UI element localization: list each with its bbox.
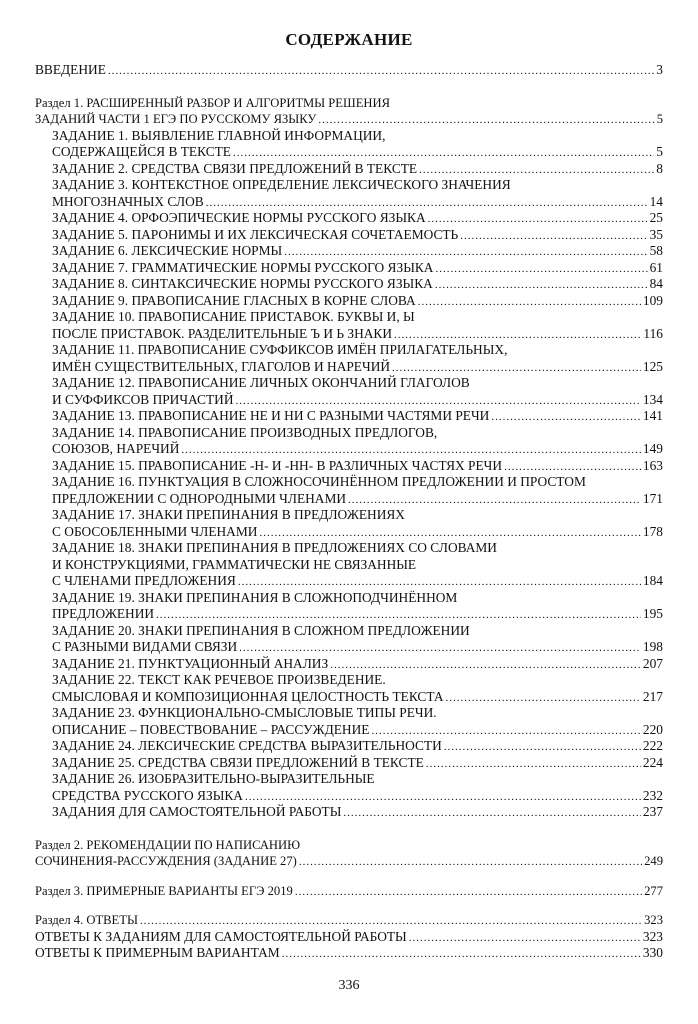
dot-leader — [181, 441, 641, 458]
toc-entry-line — [35, 62, 663, 79]
toc-entry — [35, 705, 663, 738]
toc-entry-title: ЗАДАНИЕ 23. ФУНКЦИОНАЛЬНО-СМЫСЛОВЫЕ ТИПЫ РЕЧИ. — [52, 705, 437, 720]
toc-entry — [35, 771, 663, 804]
toc-entry — [35, 672, 663, 705]
toc-entry-line — [35, 359, 663, 376]
toc-entry-line — [35, 573, 663, 590]
toc-entry-title: ЗАДАНИЕ 22. ТЕКСТ КАК РЕЧЕВОЕ ПРОИЗВЕДЕНИЕ. — [52, 672, 386, 687]
toc-entry-title: СОЮЗОВ, НАРЕЧИЙ — [52, 441, 180, 456]
toc-entry-line — [35, 210, 663, 227]
dot-leader — [330, 656, 641, 673]
dot-leader — [426, 755, 641, 772]
toc-entry-page: 25 — [649, 210, 663, 225]
toc-entry-title: Раздел 4. ОТВЕТЫ — [35, 913, 138, 927]
toc-entry-page: 217 — [642, 688, 663, 704]
toc-entry-line — [35, 441, 663, 458]
toc-entry-page: 134 — [642, 391, 663, 407]
dot-leader — [233, 144, 654, 161]
toc-entry-line — [35, 771, 663, 788]
toc-entry-title: ПРЕДЛОЖЕНИИ С ОДНОРОДНЫМИ ЧЛЕНАМИ — [52, 490, 347, 506]
toc-entry-line — [35, 639, 663, 656]
toc-entry-line — [35, 755, 663, 772]
toc-entry-page: 14 — [649, 193, 663, 209]
toc-entry-page: 198 — [642, 639, 663, 654]
toc-entry-page: 5 — [656, 144, 663, 159]
toc-entry-line — [35, 408, 663, 425]
toc-entry-page: 171 — [642, 490, 663, 506]
toc-entry-page: 84 — [649, 276, 663, 291]
toc-entry-title: ЗАДАНИЙ ЧАСТИ 1 ЕГЭ ПО РУССКОМУ ЯЗЫКУ — [35, 112, 317, 126]
toc-entry-line — [35, 375, 663, 392]
dot-leader — [394, 326, 641, 343]
toc-entry-page: 61 — [649, 259, 663, 275]
dot-leader — [348, 491, 641, 508]
toc-entry-title: С ОБОСОБЛЕННЫМИ ЧЛЕНАМИ — [52, 523, 258, 539]
toc-entry — [35, 408, 663, 425]
toc-entry-title: СМЫСЛОВАЯ И КОМПОЗИЦИОННАЯ ЦЕЛОСТНОСТЬ ТЕКСТА — [52, 688, 444, 704]
toc-entry-title: С ЧЛЕНАМИ ПРЕДЛОЖЕНИЯ — [52, 573, 236, 588]
toc-entry-title: МНОГОЗНАЧНЫХ СЛОВ — [52, 193, 204, 209]
toc-entry-title: ЗАДАНИЕ 3. КОНТЕКСТНОЕ ОПРЕДЕЛЕНИЕ ЛЕКСИЧЕСКОГО ЗНАЧЕНИЯ — [52, 177, 511, 192]
toc-entry — [35, 590, 663, 623]
toc-entry-line — [35, 837, 663, 854]
toc-entry-title: ЗАДАНИЕ 15. ПРАВОПИСАНИЕ -Н- И -НН- В РАЗЛИЧНЫХ ЧАСТЯХ РЕЧИ — [52, 457, 503, 473]
dot-leader — [206, 194, 648, 211]
toc-entry-title: ЗАДАНИЕ 4. ОРФОЭПИЧЕСКИЕ НОРМЫ РУССКОГО ЯЗЫКА — [52, 210, 426, 225]
toc-entry-page: 323 — [644, 913, 663, 927]
toc-entry-title: ЗАДАНИЕ 10. ПРАВОПИСАНИЕ ПРИСТАВОК. БУКВЫ И, Ы — [52, 309, 415, 324]
toc-entry-line — [35, 243, 663, 260]
toc-entry-title: Раздел 3. ПРИМЕРНЫЕ ВАРИАНТЫ ЕГЭ 2019 — [35, 883, 293, 898]
toc-entry-title: ИМЁН СУЩЕСТВИТЕЛЬНЫХ, ГЛАГОЛОВ И НАРЕЧИЙ — [52, 358, 391, 374]
toc-entry-title: ОТВЕТЫ К ПРИМЕРНЫМ ВАРИАНТАМ — [35, 945, 280, 960]
toc-entry-line — [35, 722, 663, 739]
dot-leader — [245, 788, 641, 805]
toc-entry-line — [35, 738, 663, 755]
dot-leader — [435, 260, 647, 277]
toc-entry-page: 249 — [644, 854, 663, 868]
toc-entry-line — [35, 929, 663, 946]
toc-entry-page: 141 — [642, 408, 663, 423]
toc-entry — [35, 161, 663, 178]
toc-entry-title: И СУФФИКСОВ ПРИЧАСТИЙ — [52, 391, 234, 407]
toc-entry — [35, 804, 663, 821]
toc-entry-line — [35, 227, 663, 244]
dot-leader — [259, 524, 640, 541]
toc-entry-title: ЗАДАНИЕ 25. СРЕДСТВА СВЯЗИ ПРЕДЛОЖЕНИЙ В ТЕКСТЕ — [52, 754, 424, 770]
dot-leader — [444, 738, 641, 755]
toc-entry-page: 237 — [642, 804, 663, 819]
toc-entry-line — [35, 293, 663, 310]
toc-entry — [35, 227, 663, 244]
toc-entry-title: ЗАДАНИЕ 5. ПАРОНИМЫ И ИХ ЛЕКСИЧЕСКАЯ СОЧЕТАЕМОСТЬ — [52, 226, 459, 242]
toc-entry-line — [35, 392, 663, 409]
toc-entry-page: 116 — [643, 325, 663, 341]
toc-entry-title: ОПИСАНИЕ – ПОВЕСТВОВАНИЕ – РАССУЖДЕНИЕ — [52, 721, 370, 737]
toc-entry-page: 222 — [642, 738, 663, 753]
toc-entry-title: ЗАДАНИЕ 1. ВЫЯВЛЕНИЕ ГЛАВНОЙ ИНФОРМАЦИИ, — [52, 127, 386, 143]
toc-entry-page: 195 — [642, 606, 663, 621]
toc-entry — [35, 309, 663, 342]
toc-entry-title: ЗАДАНИЕ 16. ПУНКТУАЦИЯ В СЛОЖНОСОЧИНЁННОМ ПРЕДЛОЖЕНИИ И ПРОСТОМ — [52, 474, 586, 489]
toc-entry-page: 125 — [642, 358, 663, 374]
dot-leader — [392, 359, 641, 376]
toc-entry-line — [35, 491, 663, 508]
dot-leader — [282, 945, 641, 962]
dot-leader — [318, 111, 654, 128]
dot-leader — [108, 62, 654, 79]
toc-entry-title: Раздел 2. РЕКОМЕНДАЦИИ ПО НАПИСАНИЮ — [35, 837, 301, 852]
toc-entry-line — [35, 705, 663, 722]
toc-entry-title: СРЕДСТВА РУССКОГО ЯЗЫКА — [52, 787, 243, 803]
toc-entry-title: ЗАДАНИЕ 24. ЛЕКСИЧЕСКИЕ СРЕДСТВА ВЫРАЗИТЕЛЬНОСТИ — [52, 738, 442, 753]
toc-entry-title: ВВЕДЕНИЕ — [35, 62, 106, 77]
toc-entry-line — [35, 177, 663, 194]
toc-entry-line — [35, 524, 663, 541]
toc-entry-title: ЗАДАНИЕ 2. СРЕДСТВА СВЯЗИ ПРЕДЛОЖЕНИЙ В ТЕКСТЕ — [52, 160, 418, 176]
toc-entry-title: ЗАДАНИЕ 9. ПРАВОПИСАНИЕ ГЛАСНЫХ В КОРНЕ СЛОВА — [52, 292, 416, 308]
toc-entry-line — [35, 194, 663, 211]
toc-entry-page: 220 — [642, 721, 663, 737]
toc-entry-page: 232 — [642, 787, 663, 803]
page-title: СОДЕРЖАНИЕ — [285, 30, 413, 49]
toc-entry-line — [35, 276, 663, 293]
toc-entry-line — [35, 689, 663, 706]
dot-leader — [446, 689, 641, 706]
dot-leader — [343, 804, 641, 821]
toc-entry — [35, 128, 663, 161]
toc-entry-line — [35, 260, 663, 277]
toc-entry-page: 58 — [649, 243, 663, 258]
page-number: 336 — [338, 978, 360, 993]
toc-entry — [35, 276, 663, 293]
toc-entry — [35, 912, 663, 929]
toc-entry — [35, 425, 663, 458]
toc-entry-page: 163 — [642, 457, 663, 473]
toc-entry-page: 109 — [642, 292, 663, 308]
toc-entry — [35, 738, 663, 755]
dot-leader — [238, 573, 641, 590]
toc-entry — [35, 243, 663, 260]
toc-entry — [35, 945, 663, 962]
toc-entry-title: ЗАДАНИЕ 17. ЗНАКИ ПРЕПИНАНИЯ В ПРЕДЛОЖЕНИЯХ — [52, 507, 405, 522]
toc-entry-line — [35, 606, 663, 623]
toc-entry — [35, 837, 663, 870]
dot-leader — [239, 639, 641, 656]
toc-entry-title: ЗАДАНИЕ 26. ИЗОБРАЗИТЕЛЬНО-ВЫРАЗИТЕЛЬНЫЕ — [52, 771, 375, 786]
toc-entry-title: ЗАДАНИЕ 7. ГРАММАТИЧЕСКИЕ НОРМЫ РУССКОГО ЯЗЫКА — [52, 259, 434, 275]
toc-entry-title: ЗАДАНИЕ 14. ПРАВОПИСАНИЕ ПРОИЗВОДНЫХ ПРЕДЛОГОВ, — [52, 424, 438, 440]
toc-entry-title: ЗАДАНИЯ ДЛЯ САМОСТОЯТЕЛЬНОЙ РАБОТЫ — [52, 804, 342, 819]
toc-entry-title: С РАЗНЫМИ ВИДАМИ СВЯЗИ — [52, 639, 238, 654]
toc-entry-page: 178 — [642, 523, 663, 539]
toc-entry-line — [35, 425, 663, 442]
toc-entry-line — [35, 672, 663, 689]
toc-entry — [35, 177, 663, 210]
toc-entry — [35, 929, 663, 946]
toc-entry-page: 5 — [656, 112, 663, 126]
toc-entry-page: 323 — [642, 928, 663, 944]
dot-leader — [409, 929, 641, 946]
toc-entry-page: 277 — [644, 883, 663, 898]
toc-entry-title: ЗАДАНИЕ 21. ПУНКТУАЦИОННЫЙ АНАЛИЗ — [52, 655, 329, 671]
toc-entry-title: Раздел 1. РАСШИРЕННЫЙ РАЗБОР И АЛГОРИТМЫ РЕШЕНИЯ — [35, 95, 390, 110]
toc-entry-line — [35, 623, 663, 640]
toc-entry — [35, 342, 663, 375]
toc-entry-line — [35, 342, 663, 359]
toc-entry — [35, 210, 663, 227]
dot-leader — [299, 853, 642, 870]
dot-leader — [140, 912, 642, 929]
toc-entry-line — [35, 804, 663, 821]
toc-entry-title: ПОСЛЕ ПРИСТАВОК. РАЗДЕЛИТЕЛЬНЫЕ Ъ И Ь ЗНАКИ — [52, 325, 393, 341]
toc-entry-line — [35, 161, 663, 178]
toc-entry-line — [35, 912, 663, 929]
toc-entry-page: 184 — [642, 573, 663, 588]
dot-leader — [419, 161, 654, 178]
dot-leader — [236, 392, 641, 409]
toc-entry-title: ЗАДАНИЕ 8. СИНТАКСИЧЕСКИЕ НОРМЫ РУССКОГО ЯЗЫКА — [52, 276, 433, 291]
toc-entry-line — [35, 111, 663, 128]
toc-entry — [35, 755, 663, 772]
toc-entry — [35, 375, 663, 408]
toc-entry-title: СОЧИНЕНИЯ-РАССУЖДЕНИЯ (ЗАДАНИЕ 27) — [35, 854, 297, 868]
toc-entry-title: ЗАДАНИЕ 11. ПРАВОПИСАНИЕ СУФФИКСОВ ИМЁН ПРИЛАГАТЕЛЬНЫХ, — [52, 342, 508, 357]
toc-entry-title: ЗАДАНИЕ 13. ПРАВОПИСАНИЕ НЕ И НИ С РАЗНЫМИ ЧАСТЯМИ РЕЧИ — [52, 408, 490, 423]
toc-entry — [35, 474, 663, 507]
toc-entry-title: ОТВЕТЫ К ЗАДАНИЯМ ДЛЯ САМОСТОЯТЕЛЬНОЙ РАБОТЫ — [35, 928, 407, 944]
toc-entry-title: ПРЕДЛОЖЕНИИ — [52, 606, 155, 621]
toc-entry-line — [35, 95, 663, 112]
toc-entry-title: СОДЕРЖАЩЕЙСЯ В ТЕКСТЕ — [52, 144, 231, 159]
toc-entry-page: 207 — [642, 655, 663, 671]
toc-entry-title: ЗАДАНИЕ 12. ПРАВОПИСАНИЕ ЛИЧНЫХ ОКОНЧАНИЙ ГЛАГОЛОВ — [52, 375, 470, 390]
toc-entry — [35, 62, 663, 79]
toc-entry-line — [35, 326, 663, 343]
toc-entry-title: ЗАДАНИЕ 18. ЗНАКИ ПРЕПИНАНИЯ В ПРЕДЛОЖЕНИЯХ СО СЛОВАМИ — [52, 540, 497, 555]
toc-entry-line — [35, 507, 663, 524]
toc-entry-line — [35, 144, 663, 161]
dot-leader — [504, 458, 641, 475]
toc-entry — [35, 656, 663, 673]
toc-entry-line — [35, 128, 663, 145]
toc-entry-line — [35, 309, 663, 326]
toc-entry-title: ЗАДАНИЕ 19. ЗНАКИ ПРЕПИНАНИЯ В СЛОЖНОПОДЧИНЁННОМ — [52, 589, 458, 605]
toc-entry — [35, 458, 663, 475]
toc-entry-page: 330 — [642, 945, 663, 960]
dot-leader — [491, 408, 641, 425]
toc-entry — [35, 293, 663, 310]
dot-leader — [435, 276, 648, 293]
dot-leader — [156, 606, 641, 623]
toc-entry-title: И КОНСТРУКЦИЯМИ, ГРАММАТИЧЕСКИ НЕ СВЯЗАННЫЕ — [52, 556, 417, 572]
toc-entry-title: ЗАДАНИЕ 20. ЗНАКИ ПРЕПИНАНИЯ В СЛОЖНОМ ПРЕДЛОЖЕНИИ — [52, 622, 470, 638]
toc-entry-page: 8 — [656, 160, 663, 176]
toc-entry-line — [35, 656, 663, 673]
toc-entry-page: 149 — [642, 441, 663, 456]
dot-leader — [418, 293, 641, 310]
toc-entry-title: ЗАДАНИЕ 6. ЛЕКСИЧЕСКИЕ НОРМЫ — [52, 243, 283, 258]
toc-entry-page: 3 — [656, 62, 663, 77]
dot-leader — [460, 227, 647, 244]
dot-leader — [371, 722, 640, 739]
toc-entry-line — [35, 590, 663, 607]
toc-entry-line — [35, 474, 663, 491]
toc-entry-line — [35, 883, 663, 900]
toc-entry-line — [35, 853, 663, 870]
toc-entry-page: 224 — [642, 754, 663, 770]
table-of-contents — [35, 62, 663, 962]
dot-leader — [284, 243, 647, 260]
toc-entry — [35, 260, 663, 277]
toc-entry-line — [35, 458, 663, 475]
dot-leader — [295, 883, 642, 900]
toc-entry-line — [35, 557, 663, 574]
dot-leader — [428, 210, 648, 227]
toc-entry-line — [35, 540, 663, 557]
toc-entry-page: 35 — [649, 226, 663, 242]
toc-entry — [35, 883, 663, 900]
toc-entry — [35, 95, 663, 128]
toc-entry-line — [35, 945, 663, 962]
toc-entry — [35, 623, 663, 656]
toc-entry-line — [35, 788, 663, 805]
toc-entry — [35, 507, 663, 540]
toc-entry — [35, 540, 663, 590]
